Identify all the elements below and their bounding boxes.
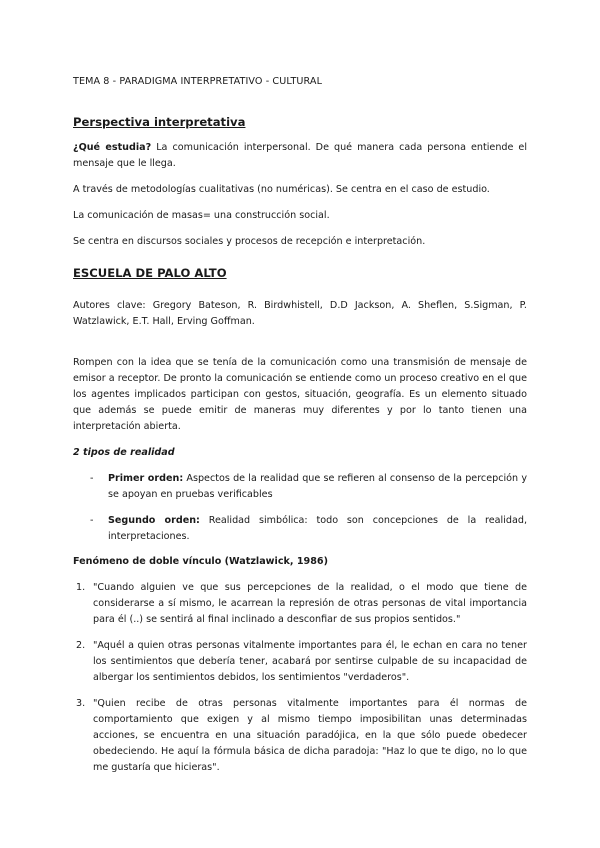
list-number: 2.: [76, 640, 86, 651]
list-number: 3.: [76, 698, 86, 709]
primer-orden-text: Aspectos de la realidad que se refieren al consenso de la percepción y se apoyan en pruebas verificables: [108, 473, 527, 500]
quote-text: "Aquél a quien otras personas vitalmente importantes para él, le echan en cara no tener los sentimientos que debería tener, acabará por sentirse culpable de su incapacidad de albergar los sentimientos debidos, los sentimientos "verdaderos".: [93, 640, 527, 683]
section-title-perspectiva: Perspectiva interpretativa: [73, 115, 246, 129]
heading-tipos-realidad: 2 tipos de realidad: [73, 447, 175, 458]
list-item-segundo-orden: [90, 513, 527, 545]
segundo-orden-label: Segundo orden:: [108, 515, 200, 526]
list-item-primer-orden: [90, 471, 527, 503]
paragraph-que-estudia: [73, 140, 527, 172]
list-item-quote-1: [76, 580, 527, 628]
que-estudia-label: ¿Qué estudia?: [73, 142, 152, 153]
list-item-quote-3: [76, 696, 527, 776]
que-estudia-text: La comunicación interpersonal. De qué manera cada persona entiende el mensaje que le llega.: [73, 142, 527, 169]
primer-orden-label: Primer orden:: [108, 473, 184, 484]
segundo-orden-text: Realidad simbólica: todo son concepciones de la realidad, interpretaciones.: [108, 515, 527, 542]
dash-bullet: -: [90, 473, 94, 484]
paragraph-autores: Autores clave: Gregory Bateson, R. Birdwhistell, D.D Jackson, A. Sheflen, S.Sigman, P. Watzlawick, E.T. Hall, Erving Goffman.: [73, 300, 527, 327]
quote-text: "Quien recibe de otras personas vitalmente importantes para él normas de comportamiento que exigen y al mismo tiempo imposibilitan unas determinadas acciones, se encuentra en una situación paradójica, en la que sólo puede obedecer obedeciendo. He aquí la fórmula básica de dicha paradoja: "Haz lo que te digo, no lo que me gustaría que hicieras".: [93, 698, 527, 773]
paragraph-rompen: Rompen con la idea que se tenía de la comunicación como una transmisión de mensaje de emisor a receptor. De pronto la comunicación se entiende como un proceso creativo en el que los agentes implicados participan con gestos, situación, geografía. Es un elemento situado que además se puede emitir de maneras muy diferentes y por lo tanto tienen una interpretación abierta.: [73, 357, 527, 432]
paragraph-discursos: Se centra en discursos sociales y procesos de recepción e interpretación.: [73, 236, 426, 247]
dash-bullet: -: [90, 515, 94, 526]
heading-doble-vinculo: Fenómeno de doble vínculo (Watzlawick, 1986): [73, 556, 328, 567]
list-number: 1.: [76, 582, 86, 593]
quote-text: "Cuando alguien ve que sus percepciones de la realidad, o el modo que tiene de considerarse a sí mismo, le acarrean la represión de otras personas de vital importancia para él (..) se sentirá al final inclinado a desconfiar de sus propios sentidos.": [93, 582, 527, 625]
list-item-quote-2: [76, 638, 527, 686]
section-title-palo-alto: ESCUELA DE PALO ALTO: [73, 266, 227, 280]
paragraph-comunicacion-masas: La comunicación de masas= una construcción social.: [73, 210, 330, 221]
paragraph-metodologias: A través de metodologías cualitativas (no numéricas). Se centra en el caso de estudio.: [73, 184, 490, 195]
document-topic: TEMA 8 - PARADIGMA INTERPRETATIVO - CULTURAL: [73, 76, 323, 87]
